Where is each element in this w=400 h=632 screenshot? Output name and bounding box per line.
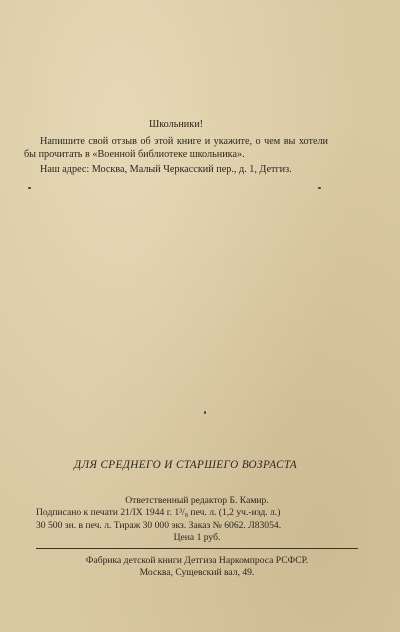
imprint-print-details: Подписано к печати 21/IX 1944 г. 1³/₈ печ. л. (1,2 уч.-изд. л.) bbox=[36, 507, 281, 519]
printer-name: Фабрика детской книги Детгиза Наркомпроса РСФСР. bbox=[85, 555, 309, 566]
notice-address-text: Наш адрес: Москва, Малый Черкасский пер., д. 1, Детгиз. bbox=[40, 163, 292, 175]
printer-address: Москва, Сущевский вал, 49. bbox=[139, 567, 255, 579]
reader-notice bbox=[24, 118, 328, 176]
responsible-editor: Ответственный редактор Б. Камир. bbox=[125, 495, 269, 506]
audience-line: ДЛЯ СРЕДНЕГО И СТАРШЕГО ВОЗРАСТА bbox=[74, 459, 298, 471]
ink-speck bbox=[28, 187, 31, 189]
notice-heading: Школьники! bbox=[148, 119, 204, 130]
notice-request-text: Напишите свой отзыв об этой книге и укажите, о чем вы хотели бы прочитать в «Военной библиотеке школьника». bbox=[24, 135, 328, 161]
imprint-block bbox=[36, 495, 358, 545]
price: Цена 1 руб. bbox=[173, 532, 221, 544]
divider-rule bbox=[36, 548, 358, 549]
printer-info bbox=[36, 555, 358, 580]
ink-speck bbox=[204, 411, 206, 414]
ink-speck bbox=[318, 187, 321, 189]
imprint-run-details: 30 500 зн. в печ. л. Тираж 30 000 экз. Заказ № 6062. Л83054. bbox=[36, 519, 282, 531]
